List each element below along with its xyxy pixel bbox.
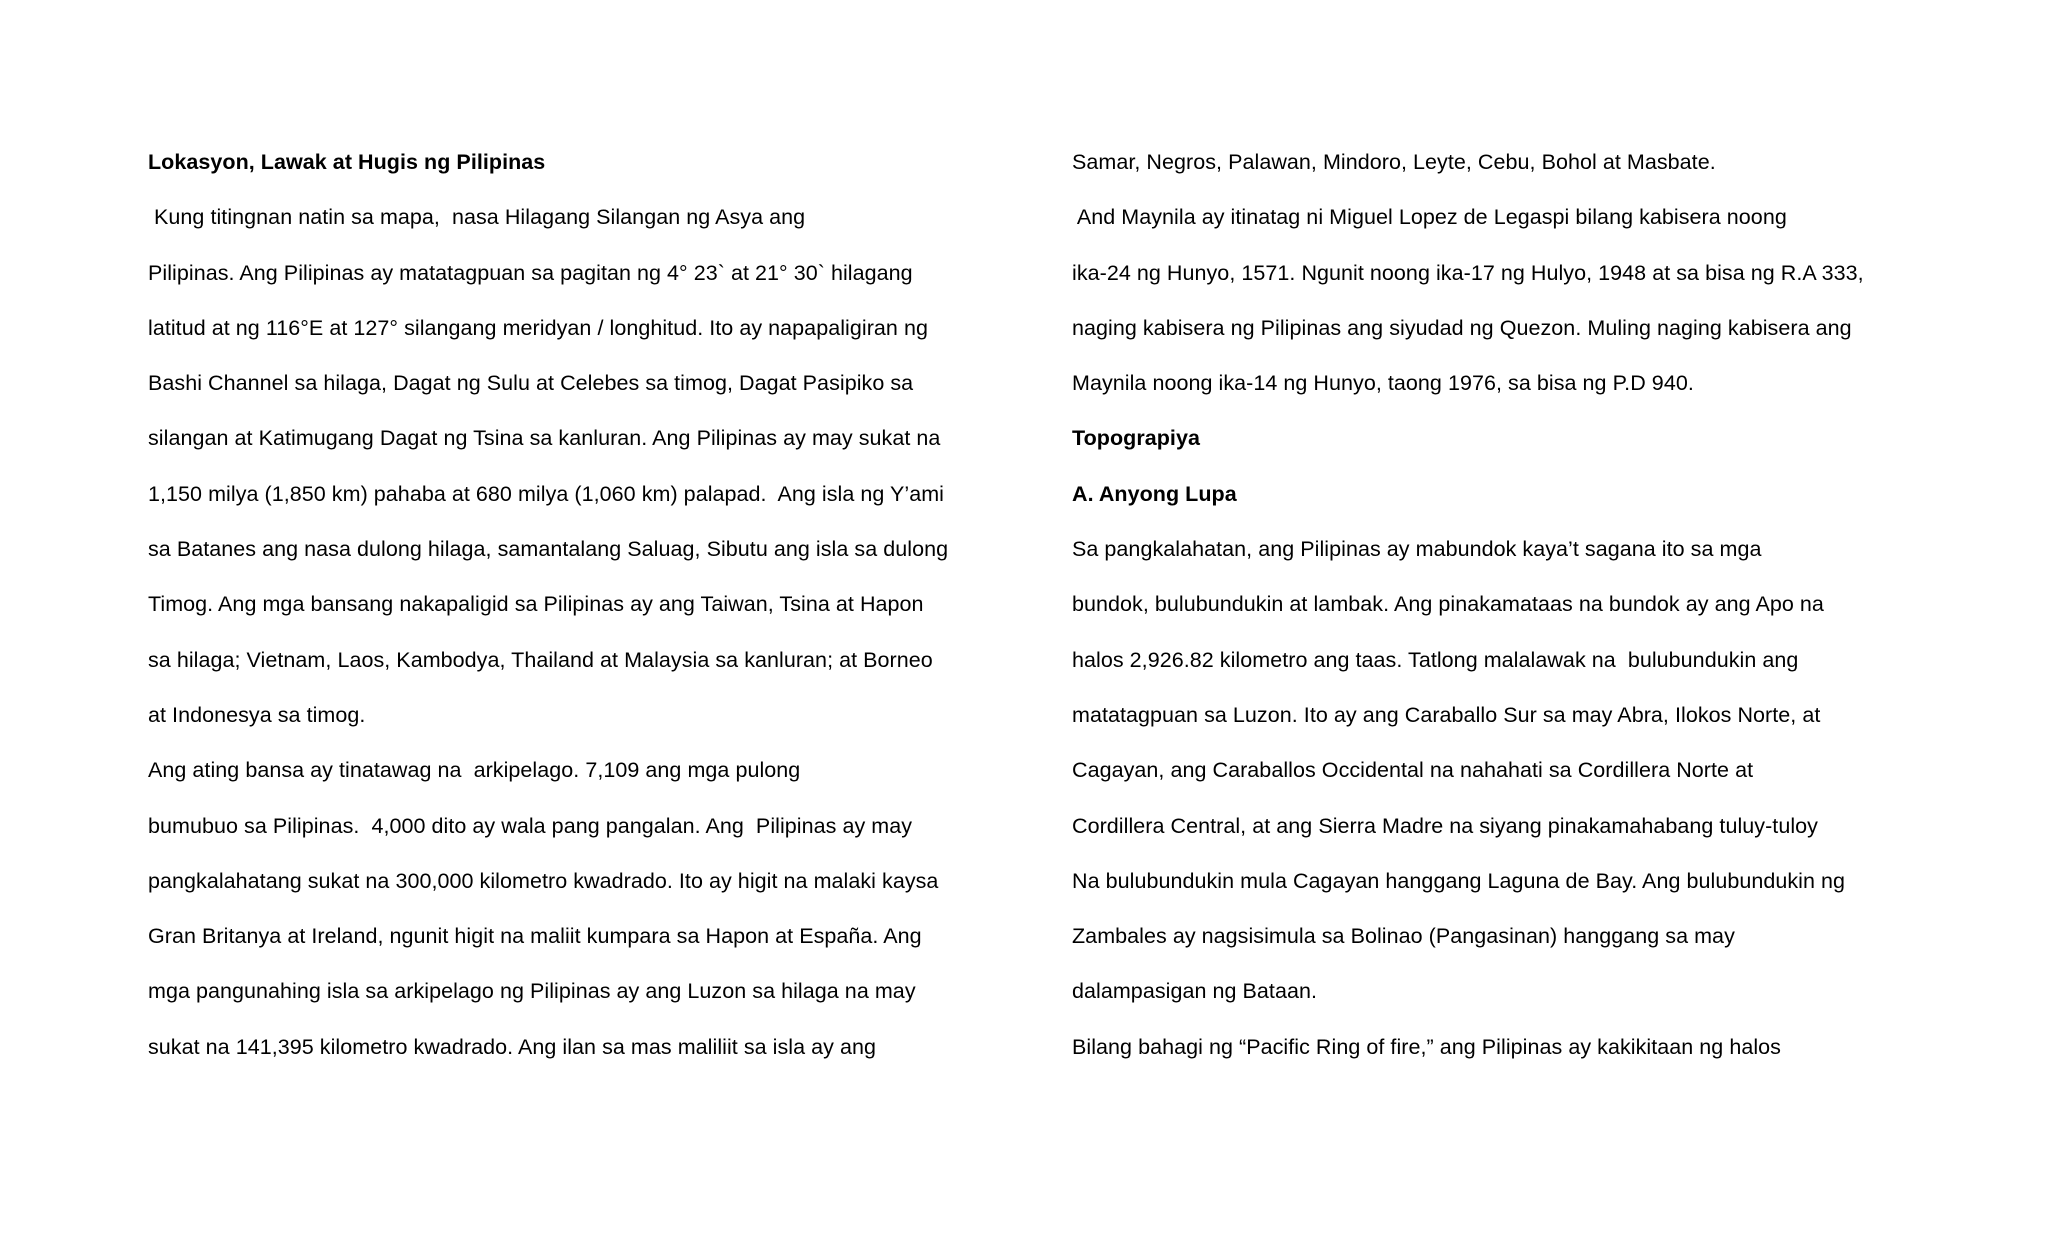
- paragraph-line: mga pangunahing isla sa arkipelago ng Pilipinas ay ang Luzon sa hilaga na may: [148, 979, 916, 1004]
- section-heading: Lokasyon, Lawak at Hugis ng Pilipinas: [148, 150, 546, 174]
- paragraph-line: sa hilaga; Vietnam, Laos, Kambodya, Thailand at Malaysia sa kanluran; at Borneo: [148, 647, 933, 672]
- paragraph-line: silangan at Katimugang Dagat ng Tsina sa kanluran. Ang Pilipinas ay may sukat na: [148, 426, 941, 451]
- paragraph-line: Kung titingnan natin sa mapa, nasa Hilagang Silangan ng Asya ang: [148, 205, 806, 230]
- paragraph-line: Cagayan, ang Caraballos Occidental na nahahati sa Cordillera Norte at: [1072, 758, 1754, 783]
- paragraph-line: And Maynila ay itinatag ni Miguel Lopez de Legaspi bilang kabisera noong: [1072, 205, 1787, 230]
- paragraph-line: Na bulubundukin mula Cagayan hanggang Laguna de Bay. Ang bulubundukin ng: [1072, 868, 1846, 893]
- paragraph-line: Gran Britanya at Ireland, ngunit higit na maliit kumpara sa Hapon at España. Ang: [148, 924, 922, 949]
- paragraph-line: Bilang bahagi ng “Pacific Ring of fire,” ang Pilipinas ay kakikitaan ng halos: [1072, 1034, 1781, 1059]
- paragraph-line: bumubuo sa Pilipinas. 4,000 dito ay wala pang pangalan. Ang Pilipinas ay may: [148, 813, 913, 838]
- paragraph-line: 1,150 milya (1,850 km) pahaba at 680 milya (1,060 km) palapad. Ang isla ng Y’ami: [148, 481, 945, 506]
- right-text-column: [1072, 143, 1972, 1083]
- section-heading: A. Anyong Lupa: [1072, 481, 1237, 506]
- paragraph-line: latitud at ng 116°E at 127° silangang meridyan / longhitud. Ito ay napapaligiran ng: [148, 315, 928, 340]
- paragraph-line: Maynila noong ika-14 ng Hunyo, taong 1976, sa bisa ng P.D 940.: [1072, 371, 1694, 396]
- paragraph-line: pangkalahatang sukat na 300,000 kilometro kwadrado. Ito ay higit na malaki kaysa: [148, 868, 939, 893]
- paragraph-line: Samar, Negros, Palawan, Mindoro, Leyte, Cebu, Bohol at Masbate.: [1072, 150, 1716, 174]
- paragraph-line: Zambales ay nagsisimula sa Bolinao (Pangasinan) hanggang sa may: [1072, 924, 1735, 949]
- paragraph-line: Timog. Ang mga bansang nakapaligid sa Pilipinas ay ang Taiwan, Tsina at Hapon: [148, 592, 924, 617]
- paragraph-line: dalampasigan ng Bataan.: [1072, 979, 1317, 1004]
- left-text-column: [148, 143, 1048, 1083]
- paragraph-line: Pilipinas. Ang Pilipinas ay matatagpuan sa pagitan ng 4° 23` at 21° 30` hilagang: [148, 260, 913, 285]
- paragraph-line: matatagpuan sa Luzon. Ito ay ang Caraballo Sur sa may Abra, Ilokos Norte, at: [1072, 702, 1821, 727]
- paragraph-line: Cordillera Central, at ang Sierra Madre na siyang pinakamahabang tuluy-tuloy: [1072, 813, 1818, 838]
- paragraph-line: naging kabisera ng Pilipinas ang siyudad ng Quezon. Muling naging kabisera ang: [1072, 315, 1852, 340]
- section-heading: Topograpiya: [1072, 426, 1200, 451]
- paragraph-line: Sa pangkalahatan, ang Pilipinas ay mabundok kaya’t sagana ito sa mga: [1072, 537, 1762, 562]
- paragraph-line: ika-24 ng Hunyo, 1571. Ngunit noong ika-17 ng Hulyo, 1948 at sa bisa ng R.A 333,: [1072, 260, 1864, 285]
- paragraph-line: bundok, bulubundukin at lambak. Ang pinakamataas na bundok ay ang Apo na: [1072, 592, 1824, 617]
- paragraph-line: Ang ating bansa ay tinatawag na arkipelago. 7,109 ang mga pulong: [148, 758, 801, 783]
- paragraph-line: sa Batanes ang nasa dulong hilaga, samantalang Saluag, Sibutu ang isla sa dulong: [148, 537, 949, 562]
- paragraph-line: Bashi Channel sa hilaga, Dagat ng Sulu at Celebes sa timog, Dagat Pasipiko sa: [148, 371, 914, 396]
- paragraph-line: halos 2,926.82 kilometro ang taas. Tatlong malalawak na bulubundukin ang: [1072, 647, 1799, 672]
- paragraph-line: sukat na 141,395 kilometro kwadrado. Ang ilan sa mas maliliit sa isla ay ang: [148, 1034, 877, 1059]
- paragraph-line: at Indonesya sa timog.: [148, 702, 366, 727]
